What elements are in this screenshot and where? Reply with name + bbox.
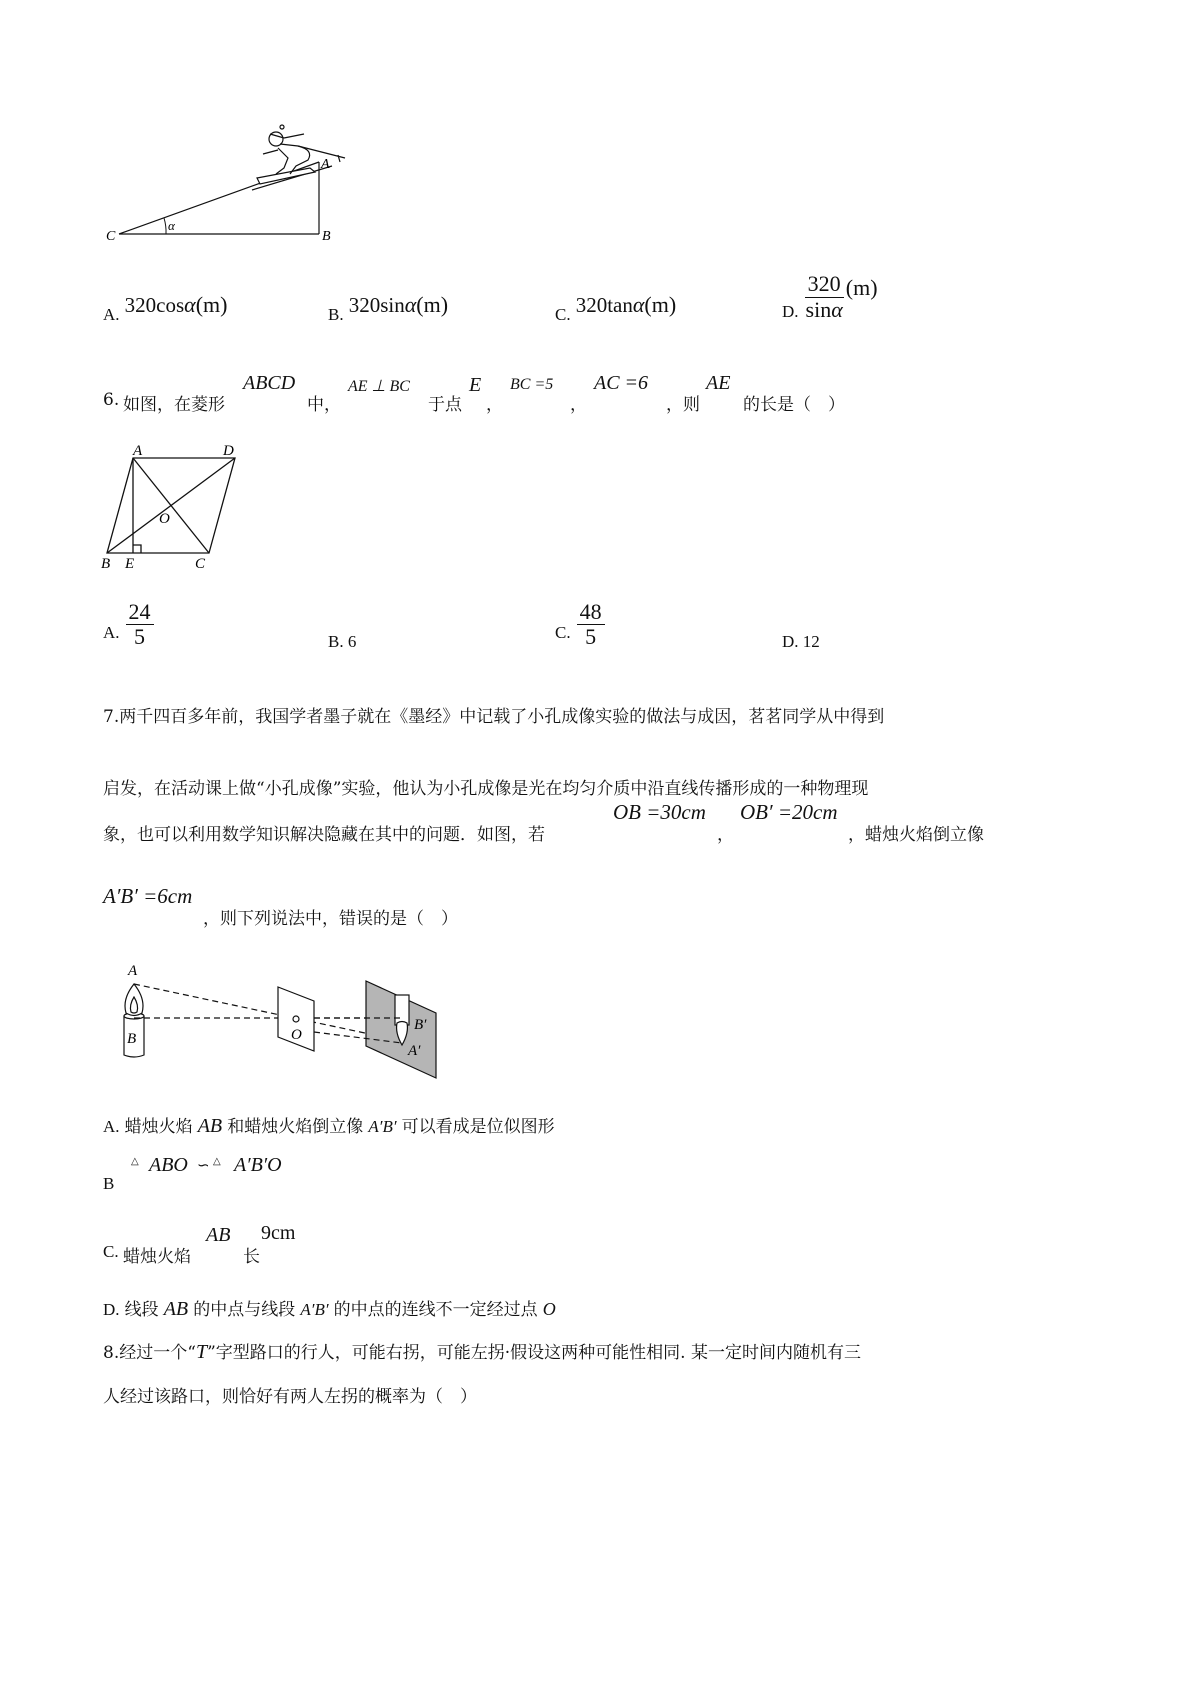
math-bc: BC =5 — [510, 376, 554, 393]
stem-text: ， — [717, 825, 734, 845]
numerator: 48 — [577, 600, 605, 625]
label-a: A — [133, 443, 143, 459]
fraction — [126, 600, 154, 649]
stem-text: ， — [570, 395, 587, 415]
math-ab: AB — [197, 1115, 223, 1137]
coefficient: 320 — [575, 293, 608, 317]
stem-text: 启发，在活动课上做“小孔成像”实验，他认为小孔成像是光在均匀介质中沿直线传播形成的一种物理现 — [103, 779, 869, 799]
q7-option-b[interactable] — [103, 1150, 403, 1196]
math-ob: OB =30cm — [613, 800, 706, 824]
stem-text: 于点 — [428, 395, 462, 415]
q7-figure — [110, 955, 450, 1085]
option-value: 6 — [347, 632, 357, 651]
q7-option-a[interactable] — [103, 1112, 555, 1138]
denominator: 5 — [585, 624, 597, 650]
option-letter: C. — [555, 623, 571, 643]
rhombus-diagram — [95, 435, 265, 580]
q5-option-a[interactable] — [103, 292, 227, 325]
fraction — [577, 600, 605, 649]
label-b: B — [101, 556, 111, 572]
denominator: 5 — [134, 624, 146, 650]
coefficient: 320 — [124, 293, 157, 317]
q6-option-a[interactable] — [103, 600, 154, 649]
q8-line-2 — [103, 1382, 477, 1407]
option-text: 的中点与线段 — [193, 1300, 296, 1320]
label-c: C — [195, 556, 206, 572]
math-ob-prime: OB′ =20cm — [740, 800, 838, 824]
unit: (m) — [416, 292, 449, 317]
triangle-icon: △ — [131, 1156, 139, 1167]
angle-var: α — [184, 292, 196, 317]
stem-text: 两千四百多年前，我国学者墨子就在《墨经》中记载了小孔成像实验的做法与成因，茗茗同学从中得到 — [119, 707, 885, 727]
question-number: 6. — [103, 390, 120, 410]
trig-fn: cos — [156, 293, 185, 317]
math-ab-prime: A′B′ =6cm — [103, 884, 193, 908]
option-letter: A. — [103, 1117, 120, 1136]
math-abo: ABO — [149, 1154, 188, 1176]
option-letter: B. — [328, 632, 344, 651]
option-letter: D. — [103, 1300, 120, 1319]
stem-text: 经过一个“ — [119, 1343, 196, 1363]
q7-line-3 — [103, 800, 1023, 850]
similar-symbol: ∽ — [197, 1158, 210, 1174]
math-perpendicular: AE ⊥ BC — [348, 378, 410, 395]
stem-text: ”字型路口的行人，可能右拐，可能左拐·假设这两种可能性相同. 某一定时间内随机有三 — [207, 1343, 861, 1363]
denominator-fn: sin — [805, 296, 832, 322]
unit: (m) — [644, 292, 677, 317]
math-point-e: E — [469, 374, 482, 396]
question-number: 7. — [103, 707, 120, 727]
label-a-prime: A′ — [408, 1043, 421, 1059]
q7-option-c[interactable] — [103, 1220, 403, 1266]
fraction — [803, 272, 846, 321]
option-letter: D. — [782, 302, 799, 321]
coefficient: 320 — [348, 293, 381, 317]
option-text: 和蜡烛火焰倒立像 — [227, 1117, 364, 1137]
q6-option-d[interactable] — [782, 632, 820, 652]
math-ab-prime: A′B′ — [368, 1117, 397, 1136]
q7-line-1 — [103, 702, 884, 727]
math-length: 9cm — [261, 1222, 296, 1244]
stem-text: 人经过该路口，则恰好有两人左拐的概率为（ ） — [103, 1387, 477, 1407]
option-letter: C. — [103, 1242, 119, 1261]
q5-option-d[interactable] — [782, 272, 878, 322]
q5-figure — [100, 110, 360, 250]
math-o: O — [542, 1299, 556, 1319]
option-text: 蜡烛火焰 — [123, 1247, 191, 1267]
label-d: D — [223, 443, 234, 459]
label-b: B — [322, 229, 331, 244]
q7-option-d[interactable] — [103, 1295, 556, 1321]
stem-text: ，则下列说法中，错误的是（ ） — [203, 909, 458, 929]
math-ab: AB — [163, 1298, 189, 1320]
option-text: 蜡烛火焰 — [124, 1117, 193, 1137]
q6-figure — [95, 435, 265, 580]
stem-text: 中， — [307, 395, 341, 415]
label-o: O — [291, 1027, 302, 1043]
stem-text: ， — [486, 395, 503, 415]
trig-fn: sin — [380, 293, 405, 317]
option-letter: B — [103, 1174, 115, 1193]
label-alpha: α — [168, 218, 175, 233]
q6-option-c[interactable] — [555, 600, 605, 649]
skier-icon — [252, 125, 345, 190]
label-e: E — [125, 556, 135, 572]
option-letter: A. — [103, 305, 120, 324]
q6-option-b[interactable] — [328, 632, 356, 652]
stem-text: ，蜡烛火焰倒立像 — [848, 825, 984, 845]
numerator: 24 — [126, 600, 154, 625]
label-b: B — [127, 1031, 137, 1047]
option-letter: C. — [555, 305, 571, 324]
math-a-prime-b-prime-o: A′B′O — [234, 1154, 282, 1176]
numerator: 320 — [805, 272, 844, 297]
math-t: T — [195, 1341, 208, 1363]
angle-var: α — [632, 292, 645, 317]
q7-line-4 — [103, 884, 603, 934]
label-a: A — [321, 157, 330, 172]
stem-text: 象，也可以利用数学知识解决隐藏在其中的问题．如图，若 — [103, 825, 545, 845]
question-number: 8. — [103, 1343, 120, 1363]
math-ae: AE — [706, 372, 731, 394]
option-letter: D. — [782, 632, 799, 651]
math-rhombus: ABCD — [243, 372, 296, 394]
trig-fn: tan — [607, 293, 633, 317]
option-text: 的中点的连线不一定经过点 — [333, 1300, 538, 1320]
triangle-icon: △ — [213, 1156, 221, 1167]
math-ac: AC =6 — [594, 372, 649, 394]
option-text: 线段 — [124, 1300, 159, 1320]
option-text: 长 — [243, 1247, 260, 1267]
stem-text: 如图，在菱形 — [123, 395, 225, 415]
q5-option-b[interactable] — [328, 292, 448, 325]
stem-text: 的长是（ ） — [743, 395, 845, 415]
q8-line-1 — [103, 1338, 861, 1364]
label-a: A — [128, 963, 138, 979]
q7-line-2 — [103, 774, 868, 799]
label-c: C — [106, 229, 116, 244]
option-letter: B. — [328, 305, 344, 324]
angle-var: α — [404, 292, 417, 317]
option-value: 12 — [802, 632, 820, 651]
stem-text: ，则 — [666, 395, 700, 415]
option-letter: A. — [103, 623, 120, 643]
ski-slope-diagram — [100, 110, 360, 250]
math-ab-prime: A′B′ — [300, 1300, 329, 1319]
pinhole-camera-diagram — [110, 955, 450, 1085]
option-text: 可以看成是位似图形 — [401, 1117, 555, 1137]
denominator-var: α — [831, 296, 843, 322]
math-ab: AB — [206, 1224, 231, 1246]
label-o: O — [159, 511, 170, 527]
q5-option-c[interactable] — [555, 292, 676, 325]
unit: (m) — [195, 292, 228, 317]
unit: (m) — [845, 275, 878, 300]
label-b-prime: B′ — [414, 1017, 427, 1033]
